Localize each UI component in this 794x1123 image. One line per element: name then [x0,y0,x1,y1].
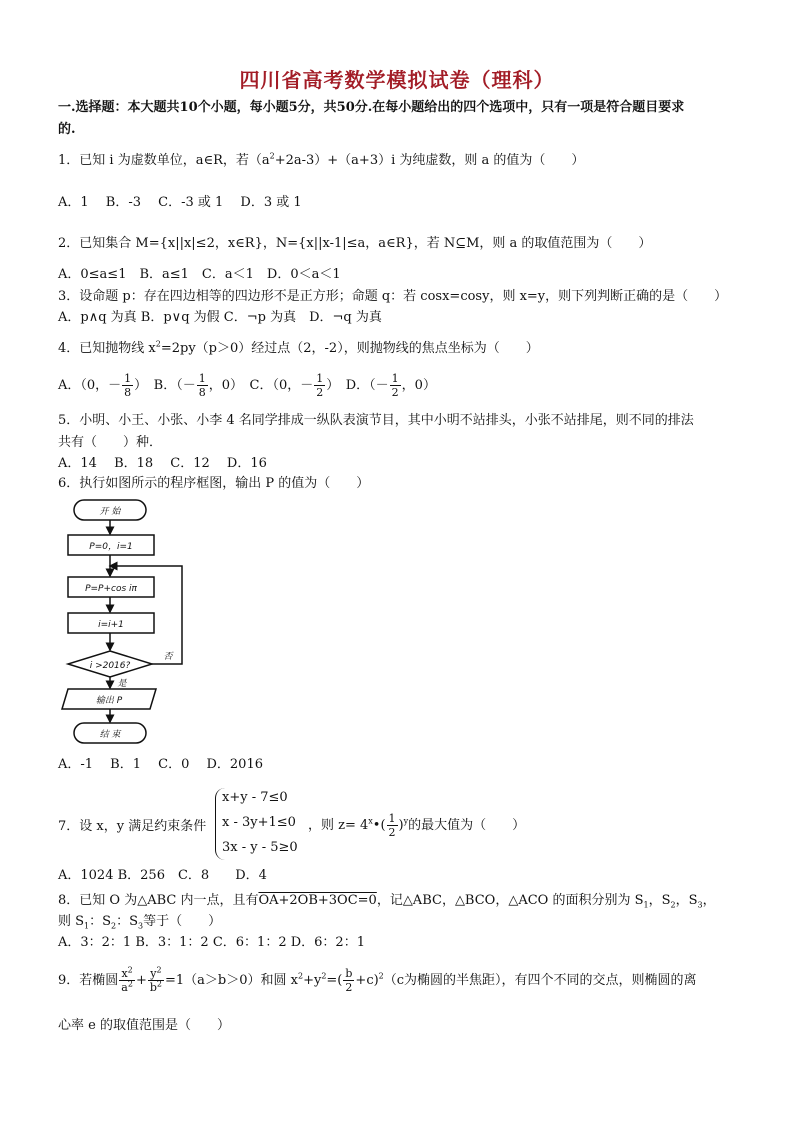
flow-no-label: 否 [163,652,173,662]
question-9-line1: 9．若椭圆 $\frac{x^2}{a^2}$ + $\frac{y^2}{b^2}$ =1（a＞b＞0）和圆 $x^2+y^2=$( $\frac{b}{2}$ +c)$^2$（c为椭圆的半焦距），有四个不同的交点，则椭圆的离 [58,965,697,994]
question-3-options: A．p∧q 为真 B．p∨q 为假 C．¬p 为真 D．¬q 为真 [58,310,382,325]
question-3: 3．设命题 p：存在四边相等的四边形不是正方形；命题 q：若 cosx=cosy，则 x=y，则下列判断正确的是（ ） [58,289,728,304]
fraction: $\frac{1}{8}$ [124,372,132,399]
question-7: 7．设 x，y 满足约束条件 [58,819,207,834]
constraint-1: x+y - 7≤0 [222,790,288,805]
question-8-options: A．3：2：1 B．3：1：2 C．6：1：2 D．6：2：1 [58,935,365,950]
question-5-options: A．14 B．18 C．12 D．16 [58,456,267,471]
flow-yes-label: 是 [117,679,127,689]
question-6: 6．执行如图所示的程序框图，输出 P 的值为（ ） [58,476,370,491]
question-2: 2．已知集合 M={x||x|≤2，x∈R}，N={x||x-1|≤a，a∈R}，若 N⊆M，则 a 的取值范围为（ ） [58,236,652,251]
question-2-options: A．0≤a≤1 B．a≤1 C．a＜1 D．0＜a＜1 [58,267,341,282]
fraction: $\frac{b}{2}$ [345,967,353,994]
fraction: $\frac{1}{2}$ [388,812,396,839]
vector-equation: OA+2OB+3OC=0 [258,893,377,908]
question-5-line1: 5．小明、小王、小张、小李 4 名同学排成一纵队表演节目，其中小明不站排头，小张不站排尾，则不同的排法 [58,413,694,428]
question-7-options: A．1024 B．256 C．8 D．4 [58,868,267,883]
flowchart [56,496,196,746]
constraint-2: x - 3y+1≤0 [222,815,296,830]
question-6-options: A．-1 B．1 C．0 D．2016 [58,757,263,772]
question-5-line2: 共有（ ）种． [58,435,163,450]
question-8-line1: 8．已知 O 为△ABC 内一点，且有OA+2OB+3OC=0，记△ABC，△BCO，△ACO 的面积分别为 $S_1$，$S_2$，$S_3$， [58,893,716,910]
fraction: $\frac{1}{2}$ [391,372,399,399]
fraction: $\frac{1}{8}$ [198,372,206,399]
question-1-options: A．1 B．-3 C．-3 或 1 D．3 或 1 [58,195,302,210]
question-7-objective: ，则 $z= 4^x•$( $\frac{1}{2}$ )$^y$的最大值为（ ） [308,812,526,839]
fraction: $\frac{1}{2}$ [316,372,324,399]
question-8-line2: 则 $S_1$：$S_2$：$S_3$等于（ ） [58,914,222,931]
question-4-options: A．（0，－ $\frac{1}{8}$ ） B．（－ $\frac{1}{8}$ ，0） C．（0，－ $\frac{1}{2}$ ） D．（－ $\frac{1}{2}$ ，0） [58,372,436,399]
flow-step1-text: P=P+cos iπ [85,584,137,594]
flow-step2-text: i=i+1 [98,620,124,630]
question-4: 4．已知抛物线 $x^2=2py(p>0)$经过点（2，-2），则抛物线的焦点坐标为（ ） [58,339,539,356]
flow-end-text: 结 束 [99,730,121,740]
question-9-line2: 心率 e 的取值范围是（ ） [58,1018,230,1033]
flow-output-text: 输出 P [95,696,123,706]
flow-init-text: P=0，i=1 [89,542,133,552]
flow-condition-text: i >2016? [89,661,131,671]
section-instruction-line2: 的. [58,122,76,137]
question-1: 1．已知 i 为虚数单位，a∈R，若$(a^2+2a-3)+(a+3)i$ 为纯虚数，则 a 的值为（ ） [58,151,585,168]
flow-start-text: 开 始 [99,507,121,517]
constraint-3: 3x - y - 5≥0 [222,840,298,855]
fraction: $\frac{x^2}{a^2}$ [121,965,133,994]
page-title: 四川省高考数学模拟试卷（理科） [239,68,555,92]
section-instruction-line1: 一.选择题：本大题共10个小题，每小题5分，共50分.在每小题给出的四个选项中，只有一项是符合题目要求 [58,100,685,115]
fraction: $\frac{y^2}{b^2}$ [149,965,162,994]
